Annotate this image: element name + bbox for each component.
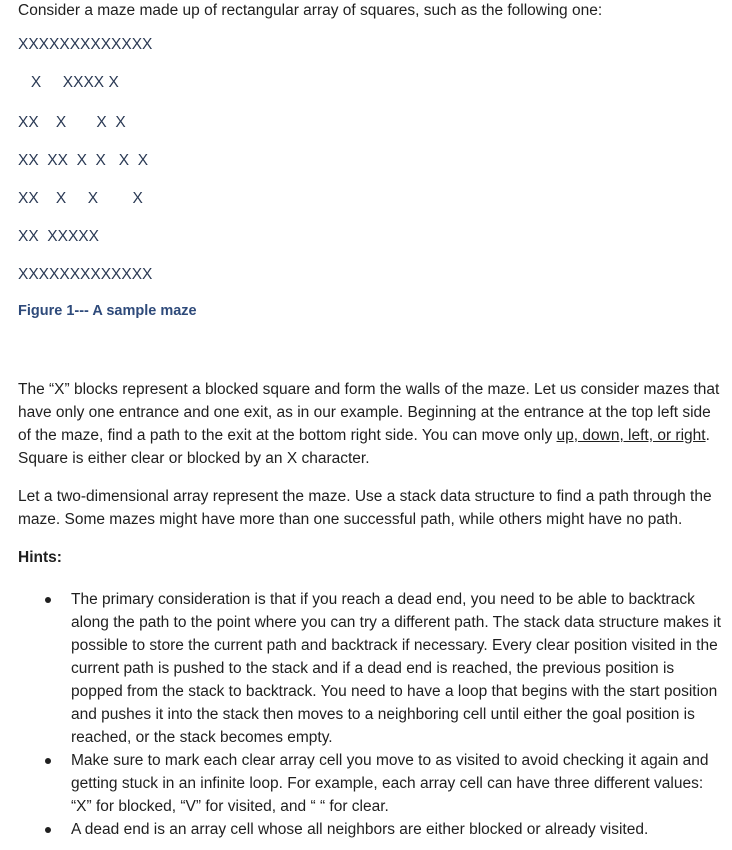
hints-list (18, 588, 724, 841)
maze-row: XXXXXXXXXXXXX (18, 266, 153, 283)
list-item (18, 749, 724, 818)
bullet-icon (45, 758, 51, 764)
paragraph-text: The “X” blocks represent a blocked square and form the walls of the maze. Let us consider mazes that have only one entrance and one exit, as in our example. Beginning at the entrance at the top left side of the maze, find a path to the exit at the bottom right side. You can move only (18, 381, 720, 444)
bullet-icon (45, 597, 51, 603)
maze-row: X XXXX X (18, 74, 119, 91)
list-item-text: Make sure to mark each clear array cell you move to as visited to avoid checking it again and getting stuck in an infinite loop. For example, each array cell can have three different values: “X” for blocked, “V” for visited, and “ “ for clear. (71, 752, 709, 815)
paragraph-text: . Square is either clear or blocked by an X character. (18, 427, 710, 467)
paragraph-stack-description: Let a two-dimensional array represent the maze. Use a stack data structure to find a path through the maze. Some mazes might have more than one successful path, while others might have no path. (18, 488, 712, 528)
hints-heading: Hints: (18, 549, 62, 566)
maze-row: XX X X X (18, 114, 126, 131)
list-item-text: A dead end is an array cell whose all neighbors are either blocked or already visited. (71, 821, 649, 838)
list-item-text: The primary consideration is that if you reach a dead end, you need to be able to backtrack along the path to the point where you can try a different path. The stack data structure makes it possible to store the current path and backtrack if necessary. Every clear position visited in the current path is pushed to the stack and if a dead end is reached, the previous position is popped from the stack to backtrack. You need to have a loop that begins with the start position and pushes it into the stack then moves to a neighboring cell until either the goal position is reached, or the stack becomes empty. (71, 591, 721, 746)
list-item (18, 588, 724, 749)
intro-text: Consider a maze made up of rectangular array of squares, such as the following one: (18, 2, 603, 19)
maze-row: XX X X X (18, 190, 143, 207)
list-item (18, 818, 724, 841)
bullet-icon (45, 827, 51, 833)
figure-caption: Figure 1--- A sample maze (18, 303, 197, 319)
maze-row: XX XXXXX (18, 228, 99, 245)
maze-row: XX XX X X X X (18, 152, 149, 169)
paragraph-maze-description (18, 378, 724, 470)
maze-row: XXXXXXXXXXXXX (18, 36, 153, 53)
underlined-directions: up, down, left, or right (556, 427, 706, 444)
